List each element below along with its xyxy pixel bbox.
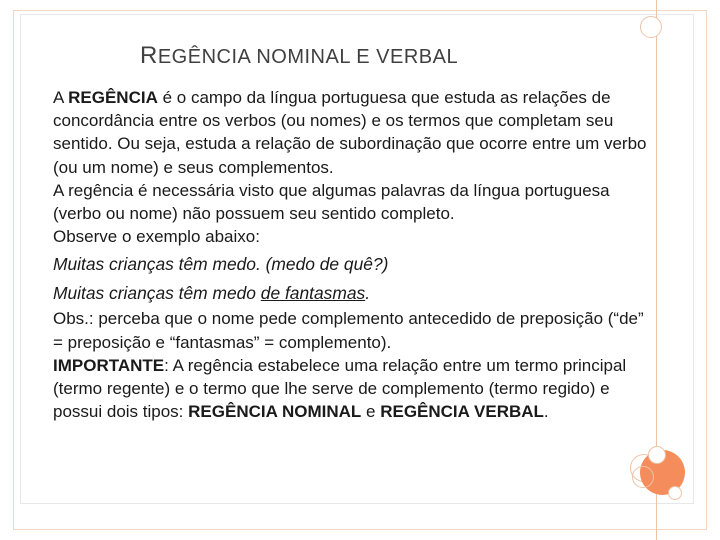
decorative-circle-small bbox=[648, 446, 666, 464]
p5-text: : A regência estabelece uma relação entre um termo principal (termo regente) e o termo que lhe serve de complemento (termo regido) e possui dois tipos: bbox=[53, 355, 627, 422]
p1-lead: A bbox=[53, 88, 69, 107]
page-title bbox=[140, 42, 458, 70]
p5-connector: e bbox=[361, 402, 381, 422]
decorative-circle-ring bbox=[632, 466, 654, 488]
p5-type-verbal: REGÊNCIA VERBAL bbox=[380, 402, 544, 422]
decorative-circle-top bbox=[640, 16, 662, 38]
p4-text: Obs.: perceba que o nome pede complemento antecedido de preposição (“de” = preposição e “fantasmas” = complemento). bbox=[53, 309, 644, 352]
p5-type-nominal: REGÊNCIA NOMINAL bbox=[188, 402, 362, 422]
title-first-letter: R bbox=[140, 42, 158, 69]
paragraph-definition bbox=[32, 86, 654, 179]
example1-text: Muitas crianças têm medo. (medo de quê?) bbox=[53, 254, 389, 275]
example-sentence-1 bbox=[32, 251, 654, 278]
example2-after: . bbox=[365, 283, 371, 304]
paragraph-necessity bbox=[32, 179, 654, 225]
decorative-circle-tiny bbox=[668, 486, 682, 500]
example-sentence-2 bbox=[32, 280, 654, 307]
example2-before: Muitas crianças têm medo bbox=[53, 283, 261, 304]
paragraph-obs bbox=[32, 307, 654, 353]
example2-underlined: de fantasmas bbox=[260, 283, 366, 304]
p1-text: é o campo da língua portuguesa que estuda as relações de concordância entre os verbos (ou nomes) e os termos que completam seu sentido. Ou seja, estuda a relação de subordinação que ocorre entre um verbo (ou um nome) e seus complementos. bbox=[53, 88, 647, 177]
p2-text: A regência é necessária visto que algumas palavras da língua portuguesa (verbo ou nome) não possuem seu sentido completo. bbox=[53, 180, 610, 224]
title-rest: EGÊNCIA NOMINAL E VERBAL bbox=[157, 46, 459, 68]
paragraph-importante bbox=[32, 354, 654, 424]
p5-end: . bbox=[543, 402, 549, 422]
paragraph-observe bbox=[32, 225, 654, 248]
p1-bold-term: REGÊNCIA bbox=[68, 88, 158, 107]
body-content bbox=[32, 86, 654, 423]
p3-text: Observe o exemplo abaixo: bbox=[53, 227, 260, 247]
p5-bold-label: IMPORTANTE bbox=[53, 355, 165, 375]
